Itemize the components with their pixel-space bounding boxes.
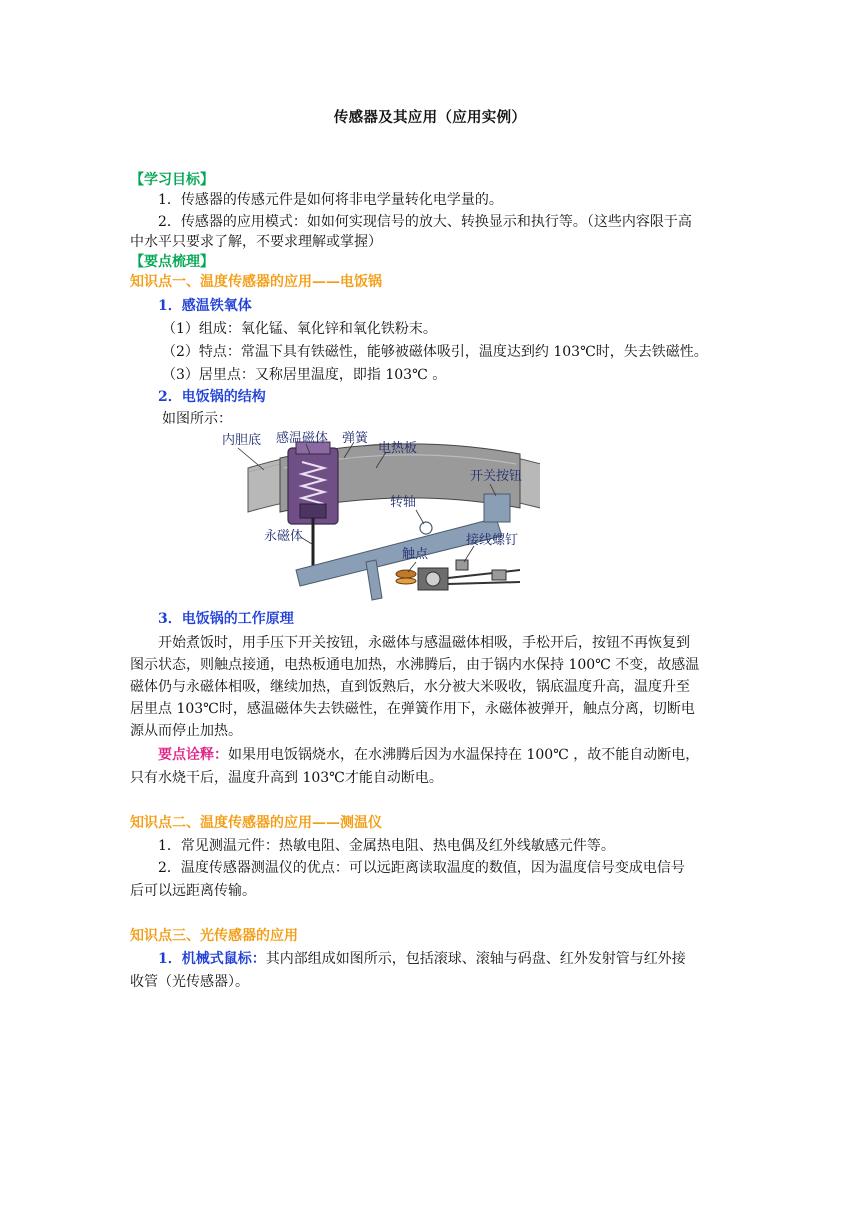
kp1-principle-line-5: 源从而停止加热。 bbox=[130, 723, 242, 739]
kp3-item-1-label: 1．机械式鼠标： bbox=[158, 951, 266, 967]
kp1-section1-composition: （1）组成：氧化锰、氧化锌和氧化铁粉末。 bbox=[162, 321, 437, 337]
label-contact: 触点 bbox=[402, 547, 429, 562]
kp1-section1-curie-point: （3）居里点：又称居里温度，即指 103℃ 。 bbox=[162, 367, 447, 383]
kp2-heading: 知识点二、温度传感器的应用——测温仪 bbox=[130, 815, 382, 831]
kp1-section2-text: 如图所示： bbox=[162, 411, 232, 427]
label-inner-pot-bottom: 内胆底 bbox=[222, 433, 262, 448]
kp2-item-1: 1．常见测温元件：热敏电阻、金属热电阻、热电偶及红外线敏感元件等。 bbox=[158, 838, 615, 854]
page-title: 传感器及其应用（应用实例） bbox=[333, 109, 527, 126]
kp1-section1-title: 1．感温铁氧体 bbox=[158, 298, 252, 314]
goal-item-2-line-2: 中水平只要求了解，不要求理解或掌握） bbox=[130, 234, 382, 250]
label-spring: 弹簧 bbox=[342, 431, 369, 446]
label-terminal-screw: 接线螺钉 bbox=[466, 533, 519, 548]
points-heading: 【要点梳理】 bbox=[130, 254, 214, 270]
kp3-item-1-line-1 bbox=[158, 948, 686, 970]
kp1-section1-feature: （2）特点：常温下具有铁磁性，能够被磁体吸引，温度达到约 103℃时，失去铁磁性。 bbox=[162, 344, 708, 360]
rice-cooker-diagram bbox=[220, 428, 540, 606]
label-pivot: 转轴 bbox=[390, 495, 417, 510]
kp1-principle-line-4: 居里点 103℃时，感温磁体失去铁磁性，在弹簧作用下，永磁体被弹开，触点分离，切断电 bbox=[130, 701, 695, 717]
kp1-note-line-1 bbox=[158, 744, 699, 766]
label-switch-button: 开关按钮 bbox=[470, 469, 523, 484]
label-heating-plate: 电热板 bbox=[378, 441, 418, 456]
goal-item-2-line-1: 2．传感器的应用模式：如如何实现信号的放大、转换显示和执行等。（这些内容限于高 bbox=[158, 214, 692, 230]
kp1-section2-title: 2．电饭锅的结构 bbox=[158, 389, 266, 405]
label-permanent-magnet: 永磁体 bbox=[264, 529, 304, 544]
goal-item-1: 1．传感器的传感元件是如何将非电学量转化电学量的。 bbox=[158, 192, 503, 208]
kp1-principle-line-2: 图示状态，则触点接通，电热板通电加热，水沸腾后，由于锅内水保持 100℃ 不变，故感温 bbox=[130, 657, 700, 673]
note-text-1: 如果用电饭锅烧水，在水沸腾后因为水温保持在 100℃ ，故不能自动断电， bbox=[228, 747, 700, 763]
kp1-heading: 知识点一、温度传感器的应用——电饭锅 bbox=[130, 274, 382, 290]
kp3-heading: 知识点三、光传感器的应用 bbox=[130, 928, 298, 944]
goals-heading: 【学习目标】 bbox=[130, 172, 214, 188]
kp1-note-line-2: 只有水烧干后，温度升高到 103℃才能自动断电。 bbox=[130, 770, 443, 786]
kp3-item-1-text: 其内部组成如图所示，包括滚球、滚轴与码盘、红外发射管与红外接 bbox=[265, 951, 686, 967]
note-label: 要点诠释： bbox=[158, 747, 228, 763]
kp2-item-2-line-2: 后可以远距离传输。 bbox=[130, 883, 256, 899]
kp1-principle-line-1: 开始煮饭时，用手压下开关按钮，永磁体与感温磁体相吸，手松开后，按钮不再恢复到 bbox=[158, 635, 690, 651]
kp2-item-2-line-1: 2．温度传感器测温仪的优点：可以远距离读取温度的数值，因为温度信号变成电信号 bbox=[158, 860, 685, 876]
kp3-item-1-line-2: 收管（光传感器）。 bbox=[130, 974, 249, 990]
kp1-section3-title: 3．电饭锅的工作原理 bbox=[158, 611, 294, 627]
label-ferrite: 感温磁体 bbox=[276, 431, 329, 446]
kp1-principle-line-3: 磁体仍与永磁体相吸，继续加热，直到饭熟后，水分被大米吸收，锅底温度升高，温度升至 bbox=[130, 679, 690, 695]
